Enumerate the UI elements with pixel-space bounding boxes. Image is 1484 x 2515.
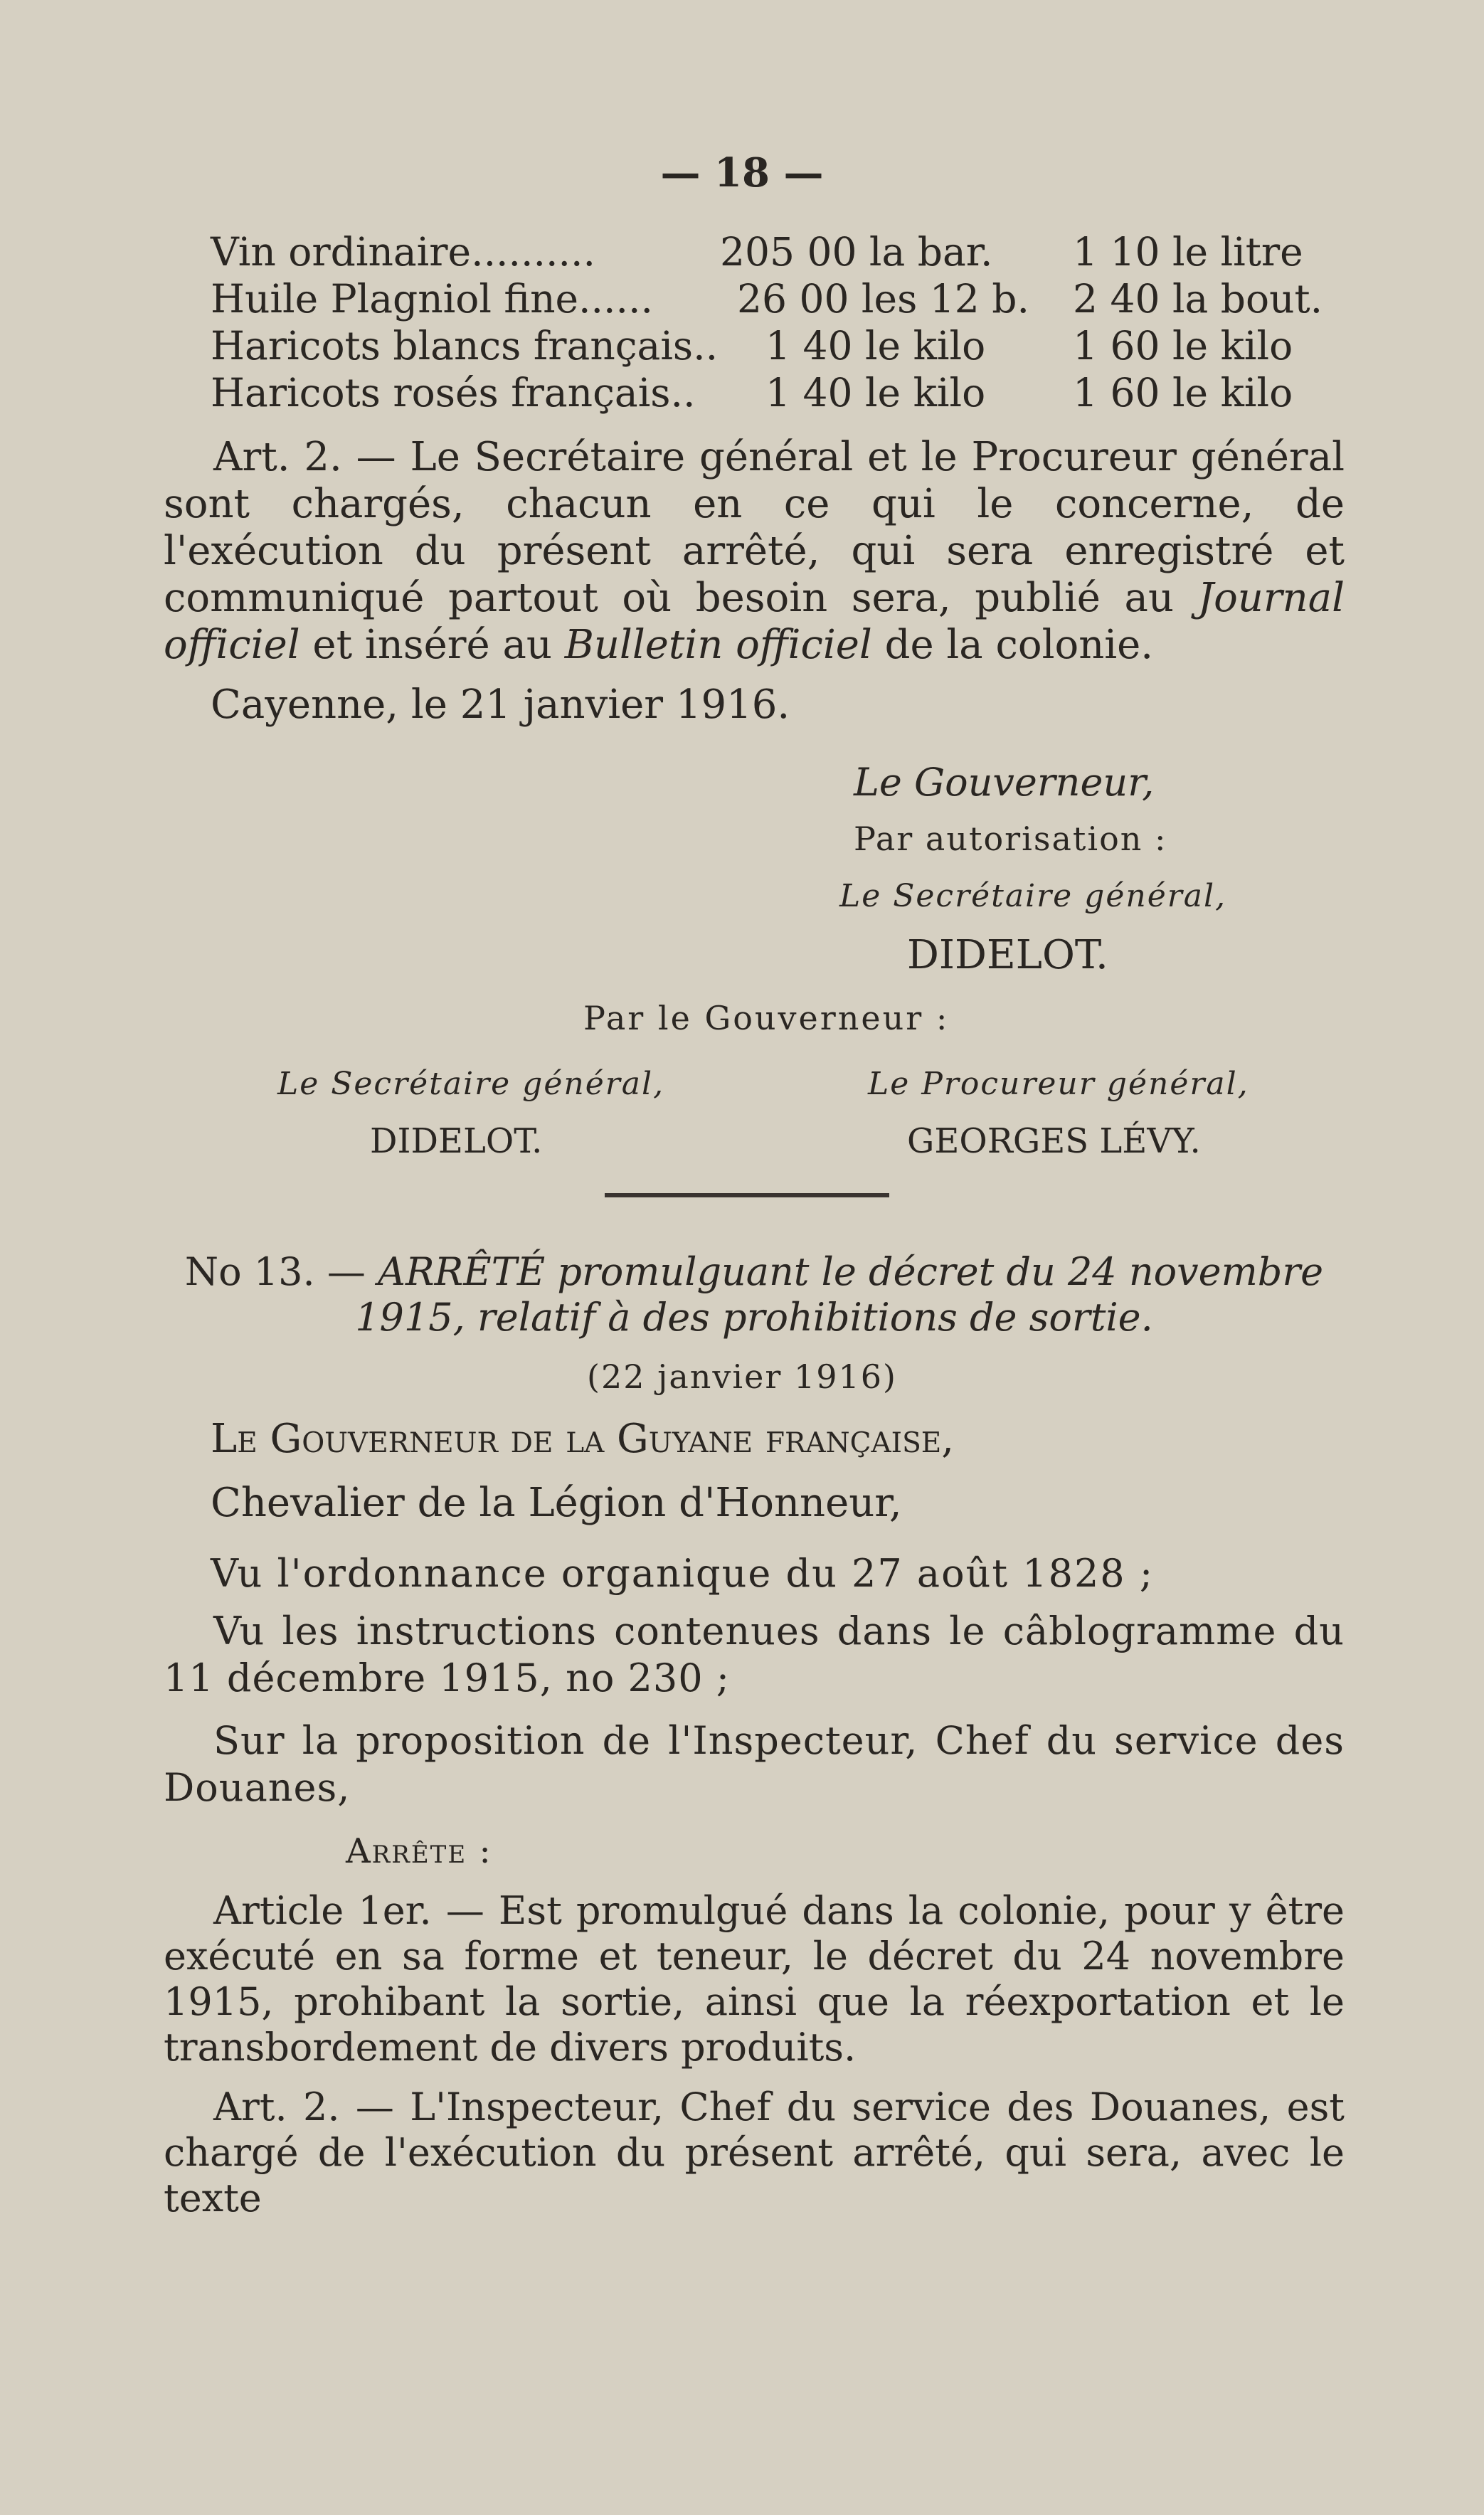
countersign-right-name: GEORGES LÉVY.: [907, 1121, 1201, 1161]
arrete-heading: Arrête :: [346, 1831, 492, 1871]
price-item: Haricots rosés français..: [211, 370, 696, 415]
vu-ordonnance: Vu l'ordonnance organique du 27 août 1828 ;: [211, 1551, 1155, 1596]
journal-officiel: Journal officiel: [164, 575, 1345, 668]
price-wholesale: 26 00 les 12 b.: [737, 276, 1029, 322]
signature-secretaire: Le Secrétaire général,: [839, 878, 1227, 914]
par-le-gouverneur: Par le Gouverneur :: [583, 999, 950, 1037]
article-2-text-end: de la colonie.: [871, 622, 1154, 668]
sur-proposition: [164, 1717, 1345, 1811]
price-wholesale: 1 40 le kilo: [765, 370, 986, 415]
article-2-paragraph: [164, 434, 1345, 669]
vu-instructions: [164, 1608, 1345, 1702]
sur-proposition-text: Sur la proposition de l'Inspecteur, Chef du service des Douanes,: [164, 1718, 1345, 1810]
price-wholesale: 1 40 le kilo: [765, 323, 986, 369]
price-wholesale: 205 00 la bar.: [720, 229, 993, 275]
price-retail: 1 60 le kilo: [1073, 370, 1293, 415]
chevalier-line: Chevalier de la Légion d'Honneur,: [211, 1480, 902, 1526]
vu-instructions-text: Vu les instructions contenues dans le câblogramme du 11 décembre 1915, no 230 ;: [164, 1609, 1345, 1700]
gouverneur-line: Le Gouverneur de la Guyane française,: [211, 1416, 955, 1462]
price-item: Huile Plagniol fine......: [211, 276, 653, 322]
article-2-text: Art. 2. — Le Secrétaire général et le Procureur général sont chargés, chacun en ce qui le concerne, de l'exécution du présent arrêté, qui sera enregistré et communiqué partout où besoin sera, publié au: [164, 434, 1345, 621]
price-retail: 2 40 la bout.: [1073, 276, 1323, 322]
price-item: Vin ordinaire..........: [211, 229, 595, 275]
article-2-final-text: Art. 2. — L'Inspecteur, Chef du service des Douanes, est chargé de l'exécution du présent arrêté, qui sera, avec le texte: [164, 2085, 1345, 2220]
article-1-text: Article 1er. — Est promulgué dans la colonie, pour y être exécuté en sa forme et teneur, le décret du 24 novembre 1915, prohibant la sortie, ainsi que la réexportation et le transbordement de divers produits.: [164, 1888, 1345, 2070]
article-1-paragraph: [164, 1888, 1345, 2070]
article-2-final: [164, 2085, 1345, 2221]
date-line: Cayenne, le 21 janvier 1916.: [211, 682, 790, 728]
section-divider: [605, 1193, 889, 1197]
decree-number: No 13. —: [184, 1249, 378, 1294]
countersign-right-title: Le Procureur général,: [868, 1066, 1249, 1102]
price-item: Haricots blancs français..: [211, 323, 719, 369]
page-number: — 18 —: [660, 149, 824, 196]
price-retail: 1 60 le kilo: [1073, 323, 1293, 369]
signature-gouverneur: Le Gouverneur,: [854, 760, 1155, 805]
decree-title: ARRÊTÉ promulguant le décret du 24 novembre 1915, relatif à des prohibitions de sortie.: [355, 1249, 1324, 1340]
price-retail: 1 10 le litre: [1073, 229, 1303, 275]
countersign-left-title: Le Secrétaire général,: [277, 1066, 665, 1102]
signature-autorisation: Par autorisation :: [854, 820, 1167, 858]
article-2-text-mid: et inséré au: [300, 622, 565, 668]
bulletin-officiel: Bulletin officiel: [564, 622, 872, 668]
decree-date: (22 janvier 1916): [587, 1357, 897, 1396]
countersign-left-name: DIDELOT.: [370, 1121, 543, 1161]
decree-heading: [164, 1249, 1345, 1340]
signature-name: DIDELOT.: [907, 932, 1108, 978]
